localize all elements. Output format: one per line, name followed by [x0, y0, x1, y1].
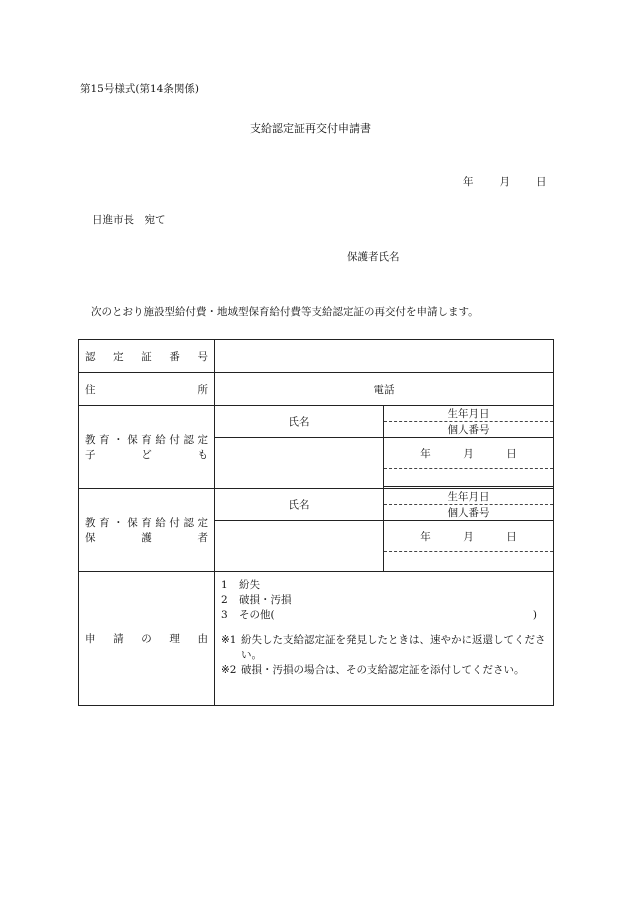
- form-number-label: 第15号様式(第14条関係): [80, 83, 199, 95]
- date-year: 年: [463, 176, 474, 188]
- application-form-table: [78, 339, 554, 706]
- guardian-name-field[interactable]: [215, 521, 384, 572]
- child-birthdate-label: 生年月日: [384, 406, 554, 422]
- application-date: [463, 174, 547, 189]
- guardian-name-label: 保護者氏名: [347, 251, 400, 263]
- guardian-birthdate-field[interactable]: 年 月 日: [384, 521, 554, 552]
- guardian-personal-number-label: 個人番号: [384, 505, 554, 521]
- address-label: 住 所: [79, 373, 215, 406]
- child-row-1: [79, 406, 554, 422]
- child-label-line2: 子 ど も: [85, 449, 208, 461]
- cert-number-field[interactable]: [215, 340, 554, 373]
- reason-option-1[interactable]: 1 紛失: [221, 579, 260, 591]
- guardian-name-label-cell: 氏名: [215, 489, 384, 521]
- phone-label: 電話: [373, 383, 395, 396]
- date-day: 日: [536, 176, 547, 188]
- document-title: 支給認定証再交付申請書: [250, 122, 371, 135]
- cert-number-row: [79, 340, 554, 373]
- child-personal-number-label: 個人番号: [384, 422, 554, 438]
- child-name-field[interactable]: [215, 438, 384, 489]
- child-label: [79, 406, 215, 489]
- child-birthdate-field[interactable]: 年 月 日: [384, 438, 554, 469]
- guardian-label-line1: 教 育 ・ 保 育 給 付 認 定: [85, 517, 208, 529]
- cert-number-label: 認 定 証 番 号: [79, 340, 215, 373]
- guardian-label-line2: 保 護 者: [85, 532, 208, 544]
- guardian-personal-number-field[interactable]: [384, 552, 554, 572]
- reason-field[interactable]: [215, 572, 554, 706]
- reason-option-2[interactable]: 2 破損・汚損: [221, 594, 292, 606]
- guardian-row-1: [79, 489, 554, 505]
- child-personal-number-field[interactable]: [384, 469, 554, 487]
- addressee: 日進市長 宛て: [92, 214, 166, 226]
- child-label-line1: 教 育 ・ 保 育 給 付 認 定: [85, 434, 208, 446]
- other-close-paren: ): [532, 609, 537, 621]
- note-2: ※2 破損・汚損の場合は、その支給認定証を添付してください。: [221, 664, 525, 676]
- note-1: ※1 紛失した支給認定証を発見したときは、速やかに返還してください。: [221, 634, 546, 661]
- guardian-birthdate-label: 生年月日: [384, 489, 554, 505]
- address-row: [79, 373, 554, 406]
- guardian-label: [79, 489, 215, 572]
- reason-option-3[interactable]: 3 その他( ): [221, 608, 547, 623]
- child-name-label: 氏名: [215, 406, 384, 438]
- reason-label: 申 請 の 理 由: [79, 572, 215, 706]
- date-month: 月: [499, 176, 510, 188]
- address-field[interactable]: [215, 373, 554, 406]
- application-statement: 次のとおり施設型給付費・地域型保育給付費等支給認定証の再交付を申請します。: [91, 306, 479, 318]
- reason-row: [79, 572, 554, 706]
